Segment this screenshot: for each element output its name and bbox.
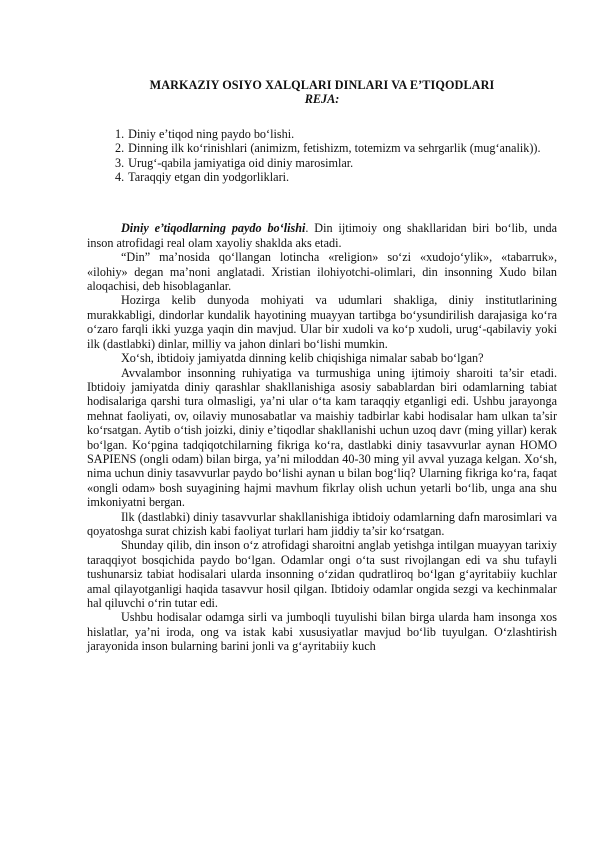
intro-paragraph	[87, 221, 557, 250]
plan-item-text: Taraqqiy etgan din yodgorliklari.	[128, 170, 290, 185]
plan-item	[87, 141, 557, 155]
plan-item-number: 2.	[115, 141, 125, 156]
plan-item	[87, 156, 557, 170]
plan-item	[87, 170, 557, 184]
intro-text: . Din ijtimoiy ong shakllaridan biri bo‘lib, unda inson atrofidagi real olam xayoliy shaklda aks etadi.	[87, 221, 557, 250]
body-paragraph: Avvalambor insonning ruhiyatiga va turmushiga uning ijtimoiy sharoiti ta’sir etadi. Ibtidoiy jamiyatda diniy qarashlar shakllanishiga asosiy sabablardan biri odamlarning tabiat hodisalariga qarshi tura olmasligi, ya’ni ular o‘ta kam taraqqiy etganligi edi. Ushbu jarayonga mehnat faoliyati, ov, oilaviy munosabatlar va maishiy tadbirlar kabi hodisalar ham ulkan ta’sir ko‘rsatgan. Aytib o‘tish joizki, diniy e’tiqodlar shakllanishi uchun uzoq davr (ming yillar) kerak bo‘lgan. Ko‘pgina tadqiqotchilarning fikriga ko‘ra, dastlabki diniy tasavvurlar aynan HOMO SAPIENS (ongli odam) bilan birga, ya’ni miloddan 40-30 ming yil avval yuzaga kelgan. Xo‘sh, nima uchun diniy tasavvurlar paydo bo‘lishi aynan u bilan bog‘liq? Ularning fikriga ko‘ra, faqat «ongli odam» bosh suyagining hajmi mavhum fikrlay olish uchun yetarli bo‘lib, unga ana shu imkoniyatni bergan.	[87, 365, 557, 510]
body-paragraph: Hozirga kelib dunyoda mohiyati va udumlari shakliga, diniy institutlarining murakkabligi, dindorlar kundalik hayotining muayyan tartibga bo‘ysundirilish darajasiga ko‘ra o‘zaro farqli ikki yuzga yaqin din mavjud. Ular bir xudoli va ko‘p xudoli, urug‘-qabilaviy yoki ilk (dastlabki) dinlar, milliy va jahon dinlari bo‘lishi mumkin.	[87, 293, 557, 351]
plan-item-text: Diniy e’tiqod ning paydo bo‘lishi.	[128, 126, 295, 141]
plan-list	[87, 127, 557, 185]
plan-item-number: 1.	[115, 126, 125, 141]
document-title: MARKAZIY OSIYO XALQLARI DINLARI VA E’TIQODLARI	[149, 78, 495, 92]
plan-heading: REJA:	[304, 92, 340, 107]
plan-item-number: 4.	[115, 170, 125, 185]
plan-item-text: Urug‘-qabila jamiyatiga oid diniy marosimlar.	[128, 155, 354, 170]
body-paragraph: “Din” ma’nosida qo‘llangan lotincha «religion» so‘zi «xudojo‘ylik», «tabarruk», «ilohiy» degan ma’noni anglatadi. Xristian ilohiyotchi-olimlari, din insonning Xudo bilan aloqachisi, deb hisoblaganlar.	[87, 250, 557, 294]
body-paragraph: Shunday qilib, din inson o‘z atrofidagi sharoitni anglab yetishga intilgan muayyan tarixiy taraqqiyot bosqichida paydo bo‘lgan. Odamlar ongi o‘ta sust rivojlangan edi va shu tufayli tushunarsiz tabiat hodisalari ularda insonning o‘zidan qudratliroq bo‘lgan g‘ayritabiiy kuchlar amal qilayotganligi haqida tasavvur hosil qilgan. Ibtidoiy odamlar ongida sezgi va kechinmalar hal qiluvchi o‘rin tutar edi.	[87, 538, 557, 610]
body-paragraph: Xo‘sh, ibtidoiy jamiyatda dinning kelib chiqishiga nimalar sabab bo‘lgan?	[121, 351, 484, 366]
plan-item	[87, 127, 557, 141]
body-paragraph: Ilk (dastlabki) diniy tasavvurlar shakllanishiga ibtidoiy odamlarning dafn marosimlari va qoyatoshga surat chizish kabi faoliyat turlari ham jiddiy ta’sir ko‘rsatgan.	[87, 509, 557, 538]
plan-item-number: 3.	[115, 155, 125, 170]
section-term: Diniy e’tiqodlarning paydo bo‘lishi	[121, 221, 306, 236]
body-paragraph: Ushbu hodisalar odamga sirli va jumboqli tuyulishi bilan birga ularda ham insonga xos hislatlar, ya’ni iroda, ong va istak kabi xususiyatlar mavjud bo‘lib tuyulgan. O‘zlashtirish jarayonida inson bularning barini jonli va g‘ayritabiiy kuch	[87, 610, 557, 654]
plan-item-text: Dinning ilk ko‘rinishlari (animizm, fetishizm, totemizm va sehrgarlik (mug‘analik)).	[128, 141, 541, 156]
